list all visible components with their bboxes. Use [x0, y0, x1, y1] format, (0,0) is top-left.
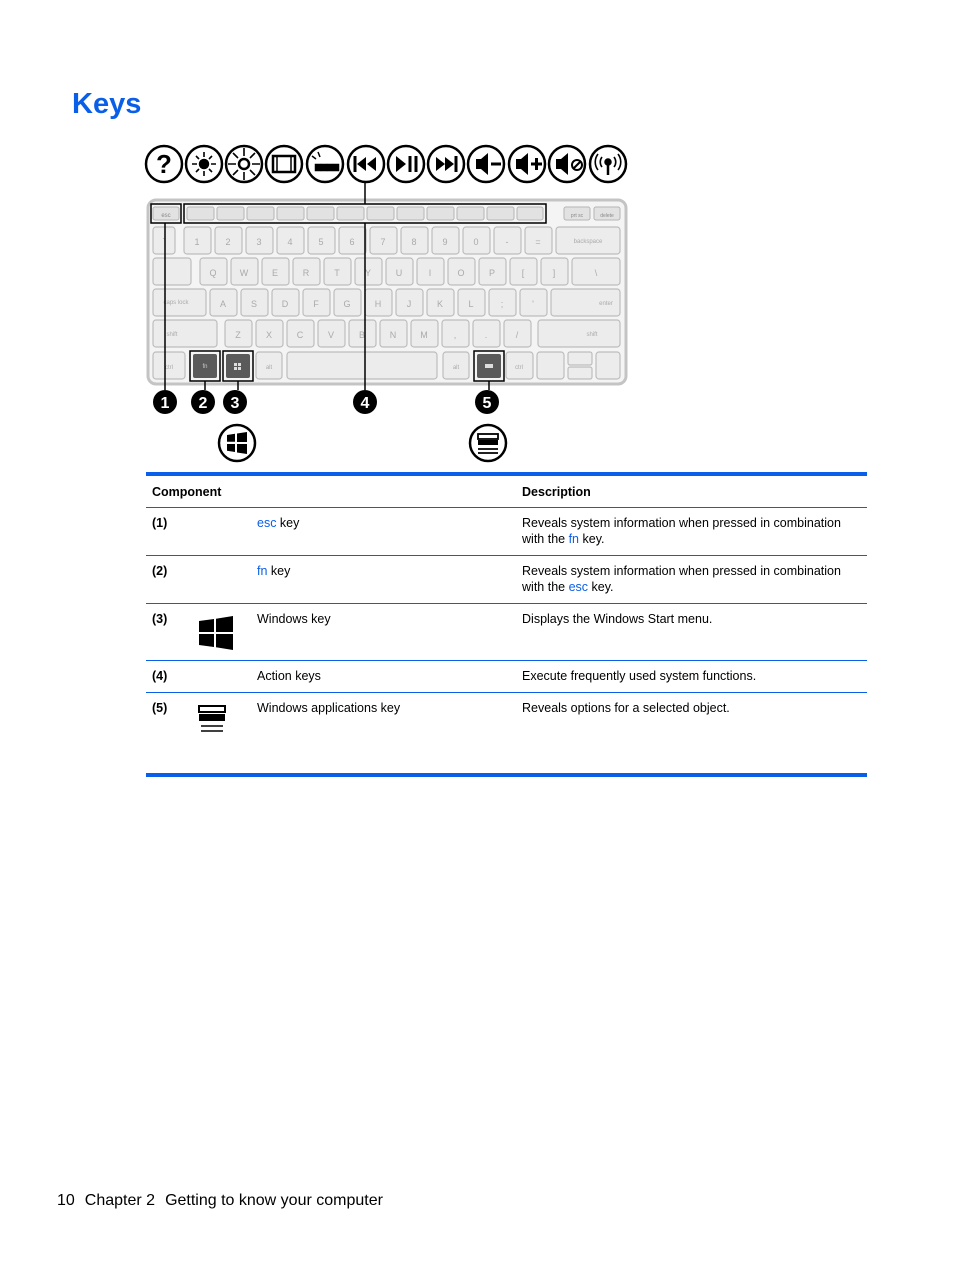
- key-label: X: [265, 330, 273, 340]
- key-label: enter: [599, 301, 613, 307]
- switch-display-icon: [266, 146, 302, 182]
- component-label: key: [276, 516, 300, 530]
- applications-key-icon: [470, 425, 506, 461]
- key-label: G: [343, 299, 351, 309]
- callout-3: 3: [230, 395, 240, 412]
- mute-icon: [549, 146, 585, 182]
- key-label: shift: [586, 332, 598, 338]
- row-icon-cell: [191, 693, 251, 776]
- key-label: shift: [166, 332, 178, 338]
- key-label: H: [374, 299, 382, 309]
- key-label: caps lock: [163, 300, 189, 306]
- row-description: Displays the Windows Start menu.: [516, 604, 867, 661]
- help-icon: [146, 146, 182, 182]
- key-ctrl-right-label: ctrl: [515, 365, 523, 371]
- key-label: N: [389, 330, 397, 340]
- row-description: [516, 508, 867, 556]
- keyboard: [148, 200, 626, 384]
- row-number: (5): [146, 693, 191, 776]
- row-icon-cell: [191, 604, 251, 661]
- row-number: (4): [146, 661, 191, 693]
- key-label: O: [457, 268, 465, 278]
- key-label: 9: [442, 237, 448, 247]
- key-label: 0: [473, 237, 479, 247]
- key-label: ,: [453, 330, 457, 340]
- key-label: T: [334, 268, 340, 278]
- windows-key-icon: [219, 425, 255, 461]
- row-icon-cell: [191, 508, 251, 556]
- key-label: 3: [256, 237, 262, 247]
- callout-5: 5: [482, 395, 492, 412]
- key-esc-label: esc: [161, 213, 171, 219]
- component-table: [146, 472, 867, 777]
- callout-1: 1: [160, 395, 170, 412]
- row-component: [251, 556, 516, 604]
- key-label: backspace: [573, 239, 603, 245]
- table-row: [146, 693, 867, 776]
- table-row: [146, 556, 867, 604]
- table-header-row: [146, 474, 867, 508]
- key-label: 6: [349, 237, 355, 247]
- row-description: Reveals options for a selected object.: [516, 693, 867, 776]
- fn-keyword: fn: [568, 532, 580, 546]
- key-label: M: [420, 330, 428, 340]
- key-label: 7: [380, 237, 386, 247]
- brightness-down-icon: [186, 146, 222, 182]
- chapter-title: Getting to know your computer: [165, 1192, 383, 1209]
- key-label: Y: [364, 268, 372, 278]
- key-label: R: [302, 268, 310, 278]
- key-label: .: [484, 330, 488, 340]
- key-label: B: [358, 330, 366, 340]
- key-alt-gr-label: alt: [452, 365, 460, 371]
- description-text: key.: [588, 580, 614, 594]
- number-key-row: [153, 227, 620, 254]
- callout-4: 4: [360, 395, 370, 412]
- wireless-icon: [590, 146, 626, 182]
- next-track-icon: [428, 146, 464, 182]
- key-label: L: [468, 299, 474, 309]
- row-number: (3): [146, 604, 191, 661]
- key-label: A: [219, 299, 227, 309]
- key-label: -: [505, 237, 509, 247]
- key-label: I: [428, 268, 432, 278]
- row-number: (2): [146, 556, 191, 604]
- page-footer: [57, 1192, 393, 1210]
- key-label: K: [436, 299, 444, 309]
- play-pause-icon: [388, 146, 424, 182]
- key-label: P: [488, 268, 496, 278]
- key-label: J: [406, 299, 412, 309]
- row-component: Windows applications key: [251, 693, 516, 776]
- key-label: =: [535, 237, 541, 247]
- key-label: C: [296, 330, 304, 340]
- brightness-up-icon: [226, 146, 262, 182]
- row-description: Execute frequently used system functions.: [516, 661, 867, 693]
- key-label: Z: [235, 330, 241, 340]
- esc-keyword: esc: [257, 516, 277, 530]
- row-icon-cell: [191, 661, 251, 693]
- key-label: V: [327, 330, 335, 340]
- previous-track-icon: [348, 146, 384, 182]
- row-description: [516, 556, 867, 604]
- row-component: Action keys: [251, 661, 516, 693]
- key-label: 1: [194, 237, 200, 247]
- column-header-description: Description: [516, 474, 867, 508]
- key-label: ;: [500, 299, 504, 309]
- key-label: 2: [225, 237, 231, 247]
- key-label: 8: [411, 237, 417, 247]
- table-row: [146, 508, 867, 556]
- description-text: Reveals system information when pressed in combination with the: [522, 564, 841, 594]
- row-icon-cell: [191, 556, 251, 604]
- key-label: `: [162, 237, 166, 247]
- description-text: Reveals system information when pressed in combination with the: [522, 516, 841, 546]
- key-label: E: [271, 268, 279, 278]
- qwerty-key-row: [153, 258, 620, 285]
- key-label: Q: [209, 268, 217, 278]
- key-label: D: [281, 299, 289, 309]
- esc-keyword: esc: [568, 580, 589, 594]
- key-label: ': [532, 299, 534, 309]
- row-component: [251, 508, 516, 556]
- row-component: Windows key: [251, 604, 516, 661]
- keyboard-illustration: [140, 138, 635, 470]
- page-number: 10: [57, 1192, 75, 1209]
- key-fn-label: fn: [202, 364, 208, 370]
- key-label: \: [594, 268, 598, 278]
- chapter-label: Chapter 2: [84, 1192, 156, 1209]
- volume-down-icon: [468, 146, 504, 182]
- callouts: [153, 390, 499, 414]
- column-header-component: Component: [146, 474, 516, 508]
- key-alt-label: alt: [265, 365, 273, 371]
- action-icons-row: [146, 146, 626, 182]
- callout-2: 2: [198, 395, 208, 412]
- svg-text:?: ?: [156, 149, 172, 179]
- key-label: 4: [287, 237, 293, 247]
- key-label: U: [395, 268, 403, 278]
- table-row: [146, 661, 867, 693]
- fn-keyword: fn: [257, 564, 268, 578]
- key-label: [: [521, 268, 525, 278]
- windows-logo-icon: [197, 614, 235, 652]
- key-prt-sc-label: prt sc: [570, 213, 584, 219]
- key-label: S: [250, 299, 258, 309]
- key-label: ]: [552, 268, 556, 278]
- key-delete-label: delete: [600, 213, 614, 219]
- description-text: key.: [579, 532, 605, 546]
- component-label: key: [267, 564, 291, 578]
- applications-key-icon: [197, 703, 227, 735]
- row-number: (1): [146, 508, 191, 556]
- keyboard-backlight-icon: [307, 146, 343, 182]
- key-label: /: [515, 330, 519, 340]
- volume-up-icon: [509, 146, 545, 182]
- key-label: W: [239, 268, 249, 278]
- key-label: 5: [318, 237, 324, 247]
- page-title: Keys: [72, 88, 142, 120]
- table-row: [146, 604, 867, 661]
- key-ctrl-label: ctrl: [165, 365, 173, 371]
- key-label: F: [313, 299, 319, 309]
